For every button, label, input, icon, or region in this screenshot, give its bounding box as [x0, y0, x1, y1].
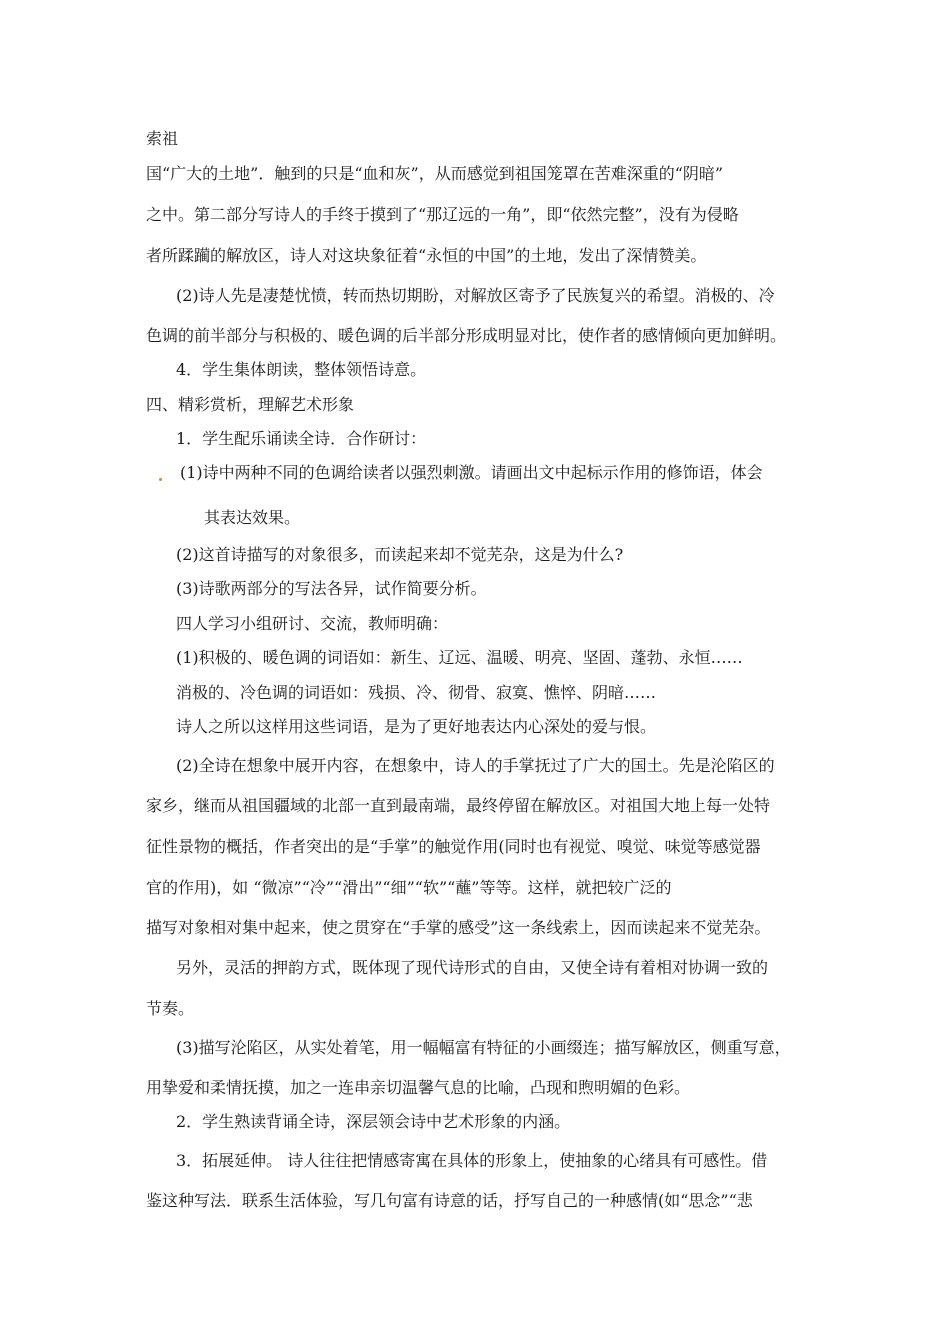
- text-line-7: 4．学生集体朗读，整体领悟诗意。: [176, 360, 427, 379]
- text-line-20: 征性景物的概括，作者突出的是“手掌”的触觉作用(同时也有视觉、嗅觉、味觉等感觉器: [146, 837, 761, 856]
- text-line-28: 3．拓展延伸。 诗人往往把情感寄寓在具体的形象上，使抽象的心绪具有可感性。借: [176, 1151, 768, 1170]
- text-line-21: 官的作用)，如 “微凉”“冷”“滑出”“细”“软”“蘸”等等。这样，就把较广泛的: [146, 878, 672, 897]
- text-line-24: 节奏。: [146, 999, 195, 1018]
- text-line-9: 1．学生配乐诵读全诗．合作研讨：: [176, 429, 427, 448]
- text-line-15: (1)积极的、暖色调的词语如：新生、辽远、温暖、明亮、坚固、蓬勃、永恒……: [176, 648, 743, 667]
- text-line-14: 四人学习小组研讨、交流，教师明确：: [176, 614, 449, 633]
- text-line-12: (2)这首诗描写的对象很多，而读起来却不觉芜杂，这是为什么?: [176, 545, 624, 564]
- text-line-6: 色调的前半部分与积极的、暖色调的后半部分形成明显对比，使作者的感情倾向更加鲜明。: [146, 326, 787, 345]
- text-line-1: 索祖: [146, 129, 179, 148]
- text-line-10: (1)诗中两种不同的色调给读者以强烈刺激。请画出文中起标示作用的修饰语，体会: [180, 463, 763, 482]
- text-line-17: 诗人之所以这样用这些词语，是为了更好地表达内心深处的爱与恨。: [176, 717, 657, 736]
- text-line-11: 其表达效果。: [204, 508, 301, 527]
- text-line-19: 家乡，继而从祖国疆域的北部一直到最南端，最终停留在解放区。对祖国大地上每一处特: [146, 796, 771, 815]
- text-line-18: (2)全诗在想象中展开内容，在想象中，诗人的手掌抚过了广大的国土。先是沦陷区的: [176, 756, 775, 775]
- text-line-13: (3)诗歌两部分的写法各异，试作简要分析。: [176, 579, 487, 598]
- text-line-26: 用挚爱和柔情抚摸，加之一连串亲切温馨气息的比喻，凸现和煦明媚的色彩。: [146, 1078, 691, 1097]
- text-line-25: (3)描写沦陷区，从实处着笔，用一幅幅富有特征的小画缀连；描写解放区，侧重写意，: [176, 1038, 791, 1057]
- text-line-23: 另外，灵活的押韵方式，既体现了现代诗形式的自由，又使全诗有着相对协调一致的: [176, 958, 769, 977]
- text-line-29: 鉴这种写法．联系生活体验，写几句富有诗意的话，抒写自己的一种感情(如“思念”“悲: [146, 1191, 753, 1210]
- text-line-27: 2．学生熟读背诵全诗，深层领会诗中艺术形象的内涵。: [176, 1112, 571, 1131]
- text-line-4: 者所蹂躏的解放区，诗人对这块象征着“永恒的中国”的土地，发出了深情赞美。: [146, 246, 707, 265]
- section-heading: 四、精彩赏析，理解艺术形象: [146, 395, 355, 414]
- stray-mark: [159, 478, 162, 481]
- text-line-3: 之中。第二部分写诗人的手终于摸到了“那辽远的一角”，即“依然完整”，没有为侵略: [146, 205, 739, 224]
- text-line-5: (2)诗人先是凄楚忧愤，转而热切期盼，对解放区寄予了民族复兴的希望。消极的、冷: [176, 286, 775, 305]
- text-line-22: 描写对象相对集中起来，使之贯穿在“手掌的感受”这一条线索上，因而读起来不觉芜杂。: [146, 918, 771, 937]
- text-line-16: 消极的、冷色调的词语如：残损、冷、彻骨、寂寞、憔悴、阴暗……: [176, 683, 657, 702]
- text-line-2: 国“广大的土地”．触到的只是“血和灰”，从而感觉到祖国笼罩在苦难深重的“阴暗”: [146, 164, 724, 183]
